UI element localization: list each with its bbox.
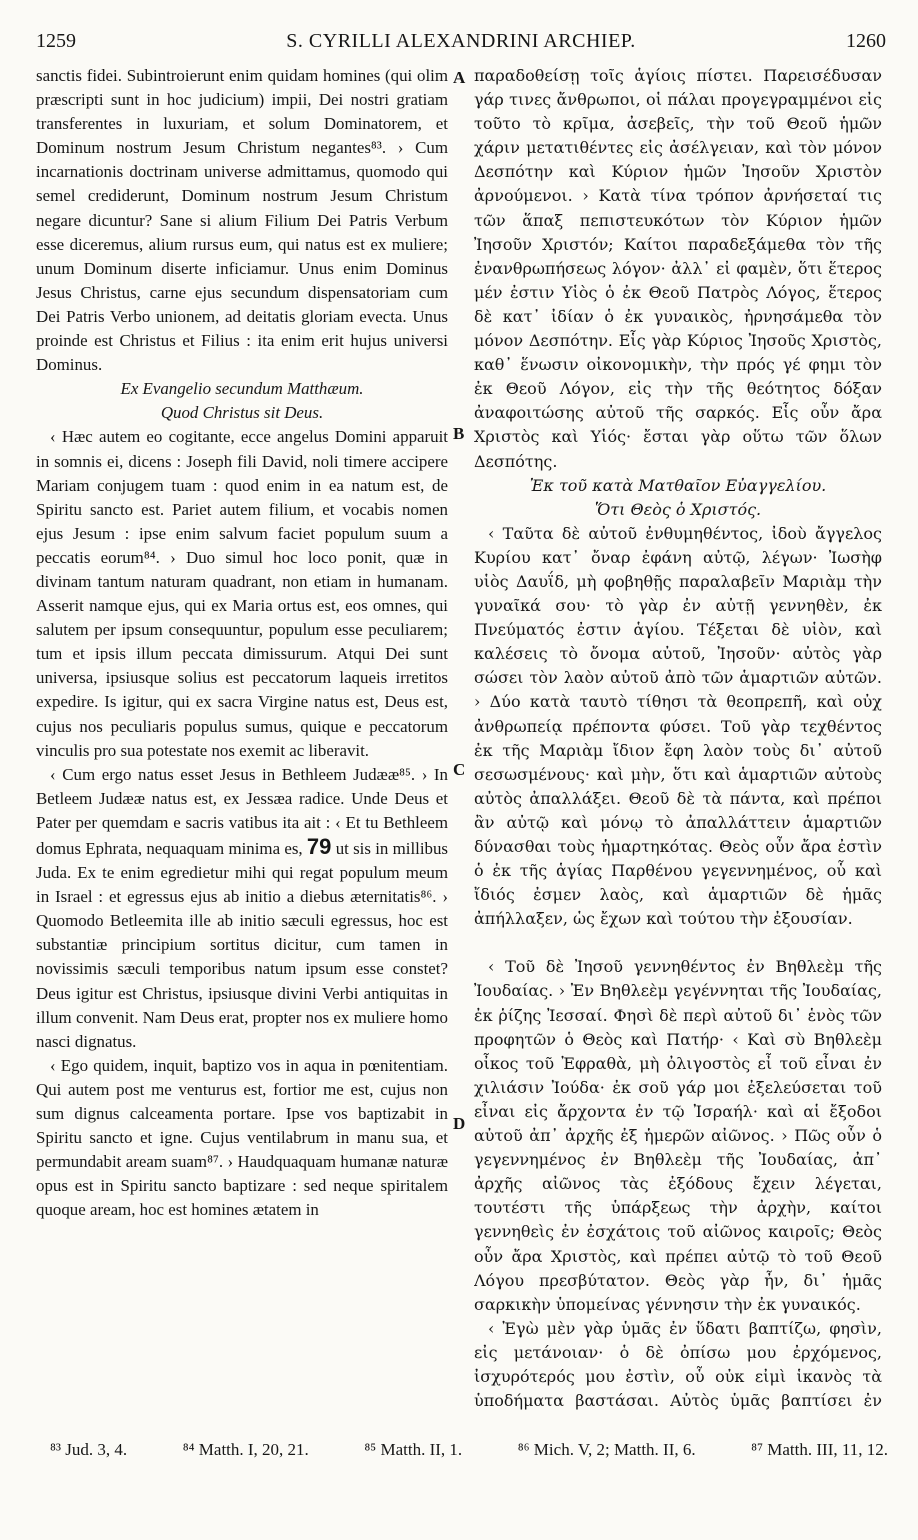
footnote: ⁸³ Jud. 3, 4. <box>50 1440 128 1459</box>
latin-paragraph: ‹ Hæc autem eo cogitante, ecce angelus Domini apparuit in somnis ei, dicens : Joseph fili David, noli timere accipere Mariam conjugem tuam : quod enim in ea natum est, de Spiritu sancto est. Pariet autem filium, et vocabis nomen ejus Jesum : ipse enim salvum faciet populum suum a peccatis eorum⁸⁴. › Duo simul hoc loco ponit, quæ in divinam tantum naturam quadrant, non etiam in humanam. Asserit namque ejus, qui ex Maria ortus est, eos omnes, qui salutem per ipsum consequuntur, populum esse peculiarem; tum et ipsis illum peccata dimissurum. Atqui Dei sunt universa, ipsiusque solius est peccatorum laqueis irretitos expedire. Is igitur, qui ex sacra Virgine natus est, Deus est, cujus nos peculiaris populus sumus, quique e peccatorum vinculis pro sua potestate nos exemit ac liberavit. <box>36 427 448 760</box>
greek-column <box>474 64 882 1412</box>
latin-column <box>36 64 448 1412</box>
margin-marker-d: D <box>453 1114 466 1133</box>
greek-section-subtitle: Ὅτι Θεὸς ὁ Χριστός. <box>594 499 762 519</box>
footnote: ⁸⁴ Matth. I, 20, 21. <box>182 1440 309 1459</box>
latin-section-subtitle: Quod Christus sit Deus. <box>160 403 324 423</box>
greek-paragraph: ‹ Ἐγὼ μὲν γὰρ ὑμᾶς ἐν ὕδατι βαπτίζω, φησὶν, εἰς μετάνοιαν· ὁ δὲ ὀπίσω μου ἐρχόμενος, ἰσχυρότερός μου ἐστὶν, οὗ οὐκ εἰμὶ ἱκανὸς τὰ ὑποδήματα βαστάσαι. Αὐτὸς ὑμᾶς βαπτίσει ἐν <box>474 1318 882 1411</box>
footnotes <box>50 1440 888 1468</box>
greek-paragraph: ‹ Ταῦτα δὲ αὐτοῦ ἐνθυμηθέντος, ἰδοὺ ἄγγελος Κυρίου κατ᾽ ὄναρ ἐφάνη αὐτῷ, λέγων· Ἰωσὴφ υἱὸς Δαυΐδ, μὴ φοβηθῇς παραλαβεῖν Μαριὰμ τὴν γυναῖκά σου· τὸ γὰρ ἐν αὐτῇ γεννηθὲν, ἐκ Πνεύματός ἐστιν ἁγίου. Τέξεται δὲ υἱὸν, καὶ καλέσεις τὸ ὄνομα αὐτοῦ, Ἰησοῦν· αὐτὸς γὰρ σώσει τὸν λαὸν αὐτοῦ ἀπὸ τῶν ἁμαρτιῶν αὐτῶν. › Δύο κατὰ ταυτὸ τίθησι τὰ θεοπρεπῆ, καὶ οὐχ ἀνθρωπείᾳ πρέποντα φύσει. Τοῦ γὰρ τεχθέντος ἐκ τῆς Μαριὰμ ἴδιον ἔφη λαὸν τοὺς δι᾽ αὐτοῦ σεσωσμένους· καὶ μὴν, ὅτι καὶ ἁμαρτιῶν αὐτοὺς αὐτὸς ἀπαλλάξει. Θεοῦ δὲ τὰ πάντα, καὶ πρέποι ἂν αὐτῷ καὶ μόνῳ τὸ ἀπαλλάττειν ἁμαρτιῶν δύνασθαι τοὺς ἡμαρτηκότας. Θεὸς οὖν ἄρα ἐστὶν ὁ ἐκ τῆς ἁγίας Παρθένου γεγεννημένος, οὗ καὶ ἴδιός ἐσμεν λαὸς, καὶ ἁμαρτιῶν δὲ ἡμᾶς ἀπήλλαξεν, ὡς ἔχων καὶ τούτου τὴν ἐξουσίαν. <box>474 523 882 929</box>
latin-paragraph: ‹ Ego quidem, inquit, baptizo vos in aqua in pœnitentiam. Qui autem post me venturus est, fortior me est, cujus non sum dignus calceamenta portare. Ipse vos baptizabit in Spiritu sancto et igne. Cujus ventilabrum in manu sua, et permundabit aream suam⁸⁷. › Haudquaquam humanæ naturæ opus est in Spiritu sancto baptizare : sed neque spiritalem quoque aream, hoc est homines ætatem in <box>36 1055 448 1220</box>
greek-section-title: Ἐκ τοῦ κατὰ Ματθαῖον Εὐαγγελίου. <box>529 475 827 495</box>
running-header <box>36 30 886 56</box>
page-number-left: 1259 <box>36 30 76 52</box>
latin-paragraph-part: ‹ Cum ergo natus esset Jesus in Bethleem Judææ⁸⁵. › In Betleem Judææ natus est, ex Jessæa radice. Unde Deus et Pater per quemdam e sacris vatibus ita ait : ‹ Et tu Bethleem domus Ephrata, nequaquam minima es, <box>36 764 448 858</box>
greek-paragraph: ‹ Τοῦ δὲ Ἰησοῦ γεννηθέντος ἐν Βηθλεὲμ τῆς Ἰουδαίας. › Ἐν Βηθλεὲμ γεγέννηται τῆς Ἰουδαίας, ἐκ ῥίζης Ἰεσσαί. Φησὶ δὲ περὶ αὐτοῦ δι᾽ ἑνὸς τῶν προφητῶν ὁ Θεὸς καὶ Πατήρ· ‹ Καὶ σὺ Βηθλεὲμ οἶκος τοῦ Ἐφραθὰ, μὴ ὀλιγοστὸς εἶ τοῦ εἶναι ἐν χιλιάσιν Ἰούδα· ἐκ σοῦ γάρ μοι ἐξελεύσεται τοῦ εἶναι εἰς ἄρχοντα ἐν τῷ Ἰσραήλ· καὶ αἱ ἔξοδοι αὐτοῦ ἀπ᾽ ἀρχῆς ἐξ ἡμερῶν αἰῶνος. › Πῶς οὖν ὁ γεγεννημένος ἐν Βηθλεὲμ τῆς Ἰουδαίας, ἀπ᾽ ἀρχῆς αἰῶνος τὰς ἐξόδους ἔχειν λέγεται, τουτέστι τῆς ὑπάρξεως τὴν ἀρχὴν, καίτοι γεννηθεὶς ἐν ἐσχάτοις τοῦ αἰῶνος καιροῖς; Θεὸς οὖν ἄρα Χριστὸς, καὶ πρέπει αὐτῷ τὸ τοῦ Θεοῦ Λόγου πρεσβύτατον. Θεὸς γὰρ ἦν, δι᾽ ἡμᾶς σαρκικὴν ὑπομείνας γέννησιν τὴν ἐκ γυναικός. <box>474 957 882 1314</box>
footnote: ⁸⁵ Matth. II, 1. <box>364 1440 463 1459</box>
running-title: S. CYRILLI ALEXANDRINI ARCHIEP. <box>286 30 636 52</box>
page-number-right: 1260 <box>846 30 886 52</box>
latin-paragraph <box>36 763 448 1054</box>
latin-paragraph: sanctis fidei. Subintroierunt enim quidam homines (qui olim præscripti sunt in hoc judicium) impii, Dei nostri gratiam transferentes in luxuriam, et solum Dominatorem, et Dominum nostrum Jesum Christum negantes⁸³. › Cum incarnationis doctrinam universe admittamus, quomodo qui semel crediderunt, Dominum nostrum Jesum Christum negare dicuntur? Sane si alium Filium Dei Patris Verbum esse diceremus, alium rursus eum, qui natus est ex muliere; unum Dominum diserte inficiamur. Unus enim Dominus Jesus Christus, carne ejus secundum dispensatoriam cum Dei Patris Verbo unionem, ad deitatis gloriam evecta. Unus proinde est Christus et Filius : ita enim erit hujus universi Dominus. <box>36 66 448 375</box>
footnote: ⁸⁷ Matth. III, 11, 12. <box>751 1440 888 1459</box>
latin-section-title: Ex Evangelio secundum Matthæum. <box>120 379 364 399</box>
margin-marker-c: C <box>453 760 466 779</box>
latin-paragraph-part: ut sis in millibus Juda. Ex te enim egredietur mihi qui regat populum meum in Israel : et egressus ejus ab initio a diebus æternitatis⁸⁶. › Quomodo Betleemita ille ab initio sæculi egressus, hoc est substantiæ principium sortitus dicitur, cum tamen in novissimis sæculi temporibus natum ipsum esse constet? Deus igitur est Christus, ipsiusque divini Verbi antiquitas in illum convenit. Nam Deus erat, propter nos ex muliere homo nasci dignatus. <box>36 839 448 1051</box>
margin-marker-b: B <box>453 424 465 443</box>
margin-marker-a: A <box>453 68 466 87</box>
paragraph-gap <box>474 931 882 955</box>
greek-paragraph: παραδοθείσῃ τοῖς ἁγίοις πίστει. Παρεισέδυσαν γάρ τινες ἄνθρωποι, οἱ πάλαι προγεγραμμένοι εἰς τοῦτο τὸ κρῖμα, ἀσεβεῖς, τὴν τοῦ Θεοῦ ἡμῶν χάριν μετατιθέντες εἰς ἀσέλγειαν, καὶ τὸν μόνον Δεσπότην καὶ Κύριον ἡμῶν Ἰησοῦν Χριστὸν ἀρνούμενοι. › Κατὰ τίνα τρόπον ἀρνήσεταί τις τῶν ἅπαξ πεπιστευκότων τὸν Κύριον ἡμῶν Ἰησοῦν Χριστόν; Καίτοι παραδεξάμεθα τὸν τῆς ἐνανθρωπήσεως λόγον· ἀλλ᾽ εἰ φαμὲν, ὅτι ἕτερος μέν ἐστιν Υἱὸς ὁ ἐκ Θεοῦ Πατρὸς Λόγος, ἕτερος δὲ κατ᾽ ἰδίαν ὁ ἐκ γυναικὸς, ἠρνησάμεθα τὸν μόνον Δεσπότην. Εἷς γὰρ Κύριος Ἰησοῦς Χριστὸς, καθ᾽ ἕνωσιν οἰκονομικὴν, τὴν πρός γέ φημι τὸν ἐκ Θεοῦ Λόγον, εἰς τὴν τῆς θεότητος δόξαν ἀναφοιτώσης αὐτοῦ τῆς σαρκός. Εἷς οὖν ἄρα Χριστὸς καὶ Υἱός· ἔσται γὰρ οὕτω τῶν ὅλων Δεσπότης. <box>474 66 882 471</box>
column-number: 79 <box>306 834 332 859</box>
footnote: ⁸⁶ Mich. V, 2; Matth. II, 6. <box>517 1440 696 1459</box>
